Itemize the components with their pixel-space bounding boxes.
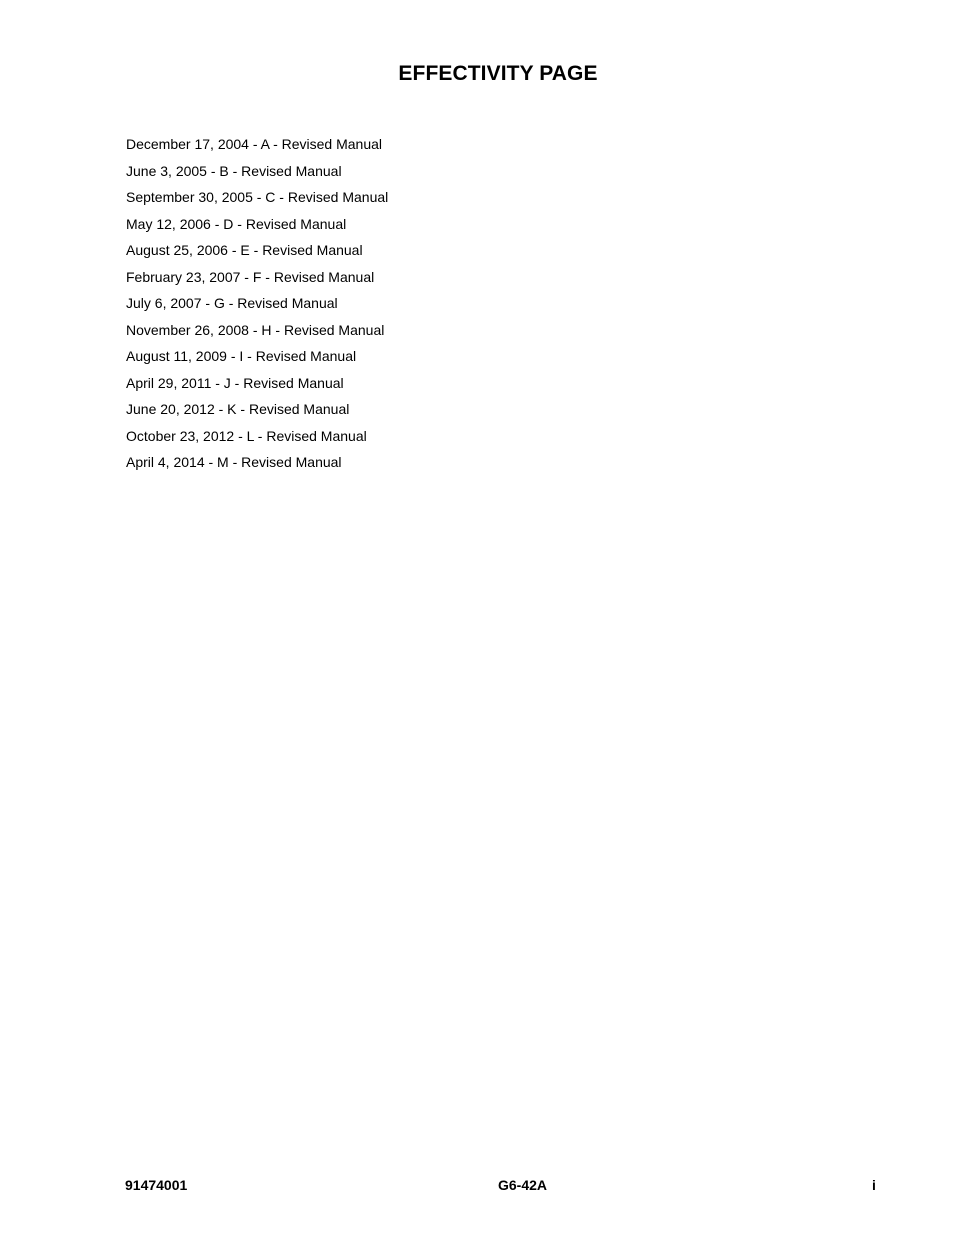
revision-item: July 6, 2007 - G - Revised Manual [126, 295, 338, 311]
footer-part-number: 91474001 [125, 1177, 188, 1193]
revision-item: August 11, 2009 - I - Revised Manual [126, 348, 357, 364]
footer-model: G6-42A [498, 1177, 548, 1193]
revision-item: May 12, 2006 - D - Revised Manual [126, 215, 347, 232]
revision-item: September 30, 2005 - C - Revised Manual [126, 189, 389, 205]
revision-item: April 4, 2014 - M - Revised Manual [126, 454, 342, 470]
revision-item: November 26, 2008 - H - Revised Manual [126, 321, 385, 338]
revision-item: December 17, 2004 - A - Revised Manual [126, 136, 383, 152]
revision-item: February 23, 2007 - F - Revised Manual [126, 268, 375, 285]
revision-list [126, 136, 388, 481]
page-footer [0, 1177, 954, 1197]
revision-item: October 23, 2012 - L - Revised Manual [126, 427, 367, 444]
revision-item: June 20, 2012 - K - Revised Manual [126, 401, 350, 417]
revision-item: April 29, 2011 - J - Revised Manual [126, 374, 344, 391]
revision-item: June 3, 2005 - B - Revised Manual [126, 162, 342, 179]
footer-page-number: i [872, 1177, 876, 1193]
page-title: EFFECTIVITY PAGE [398, 62, 598, 85]
revision-item: August 25, 2006 - E - Revised Manual [126, 242, 363, 258]
